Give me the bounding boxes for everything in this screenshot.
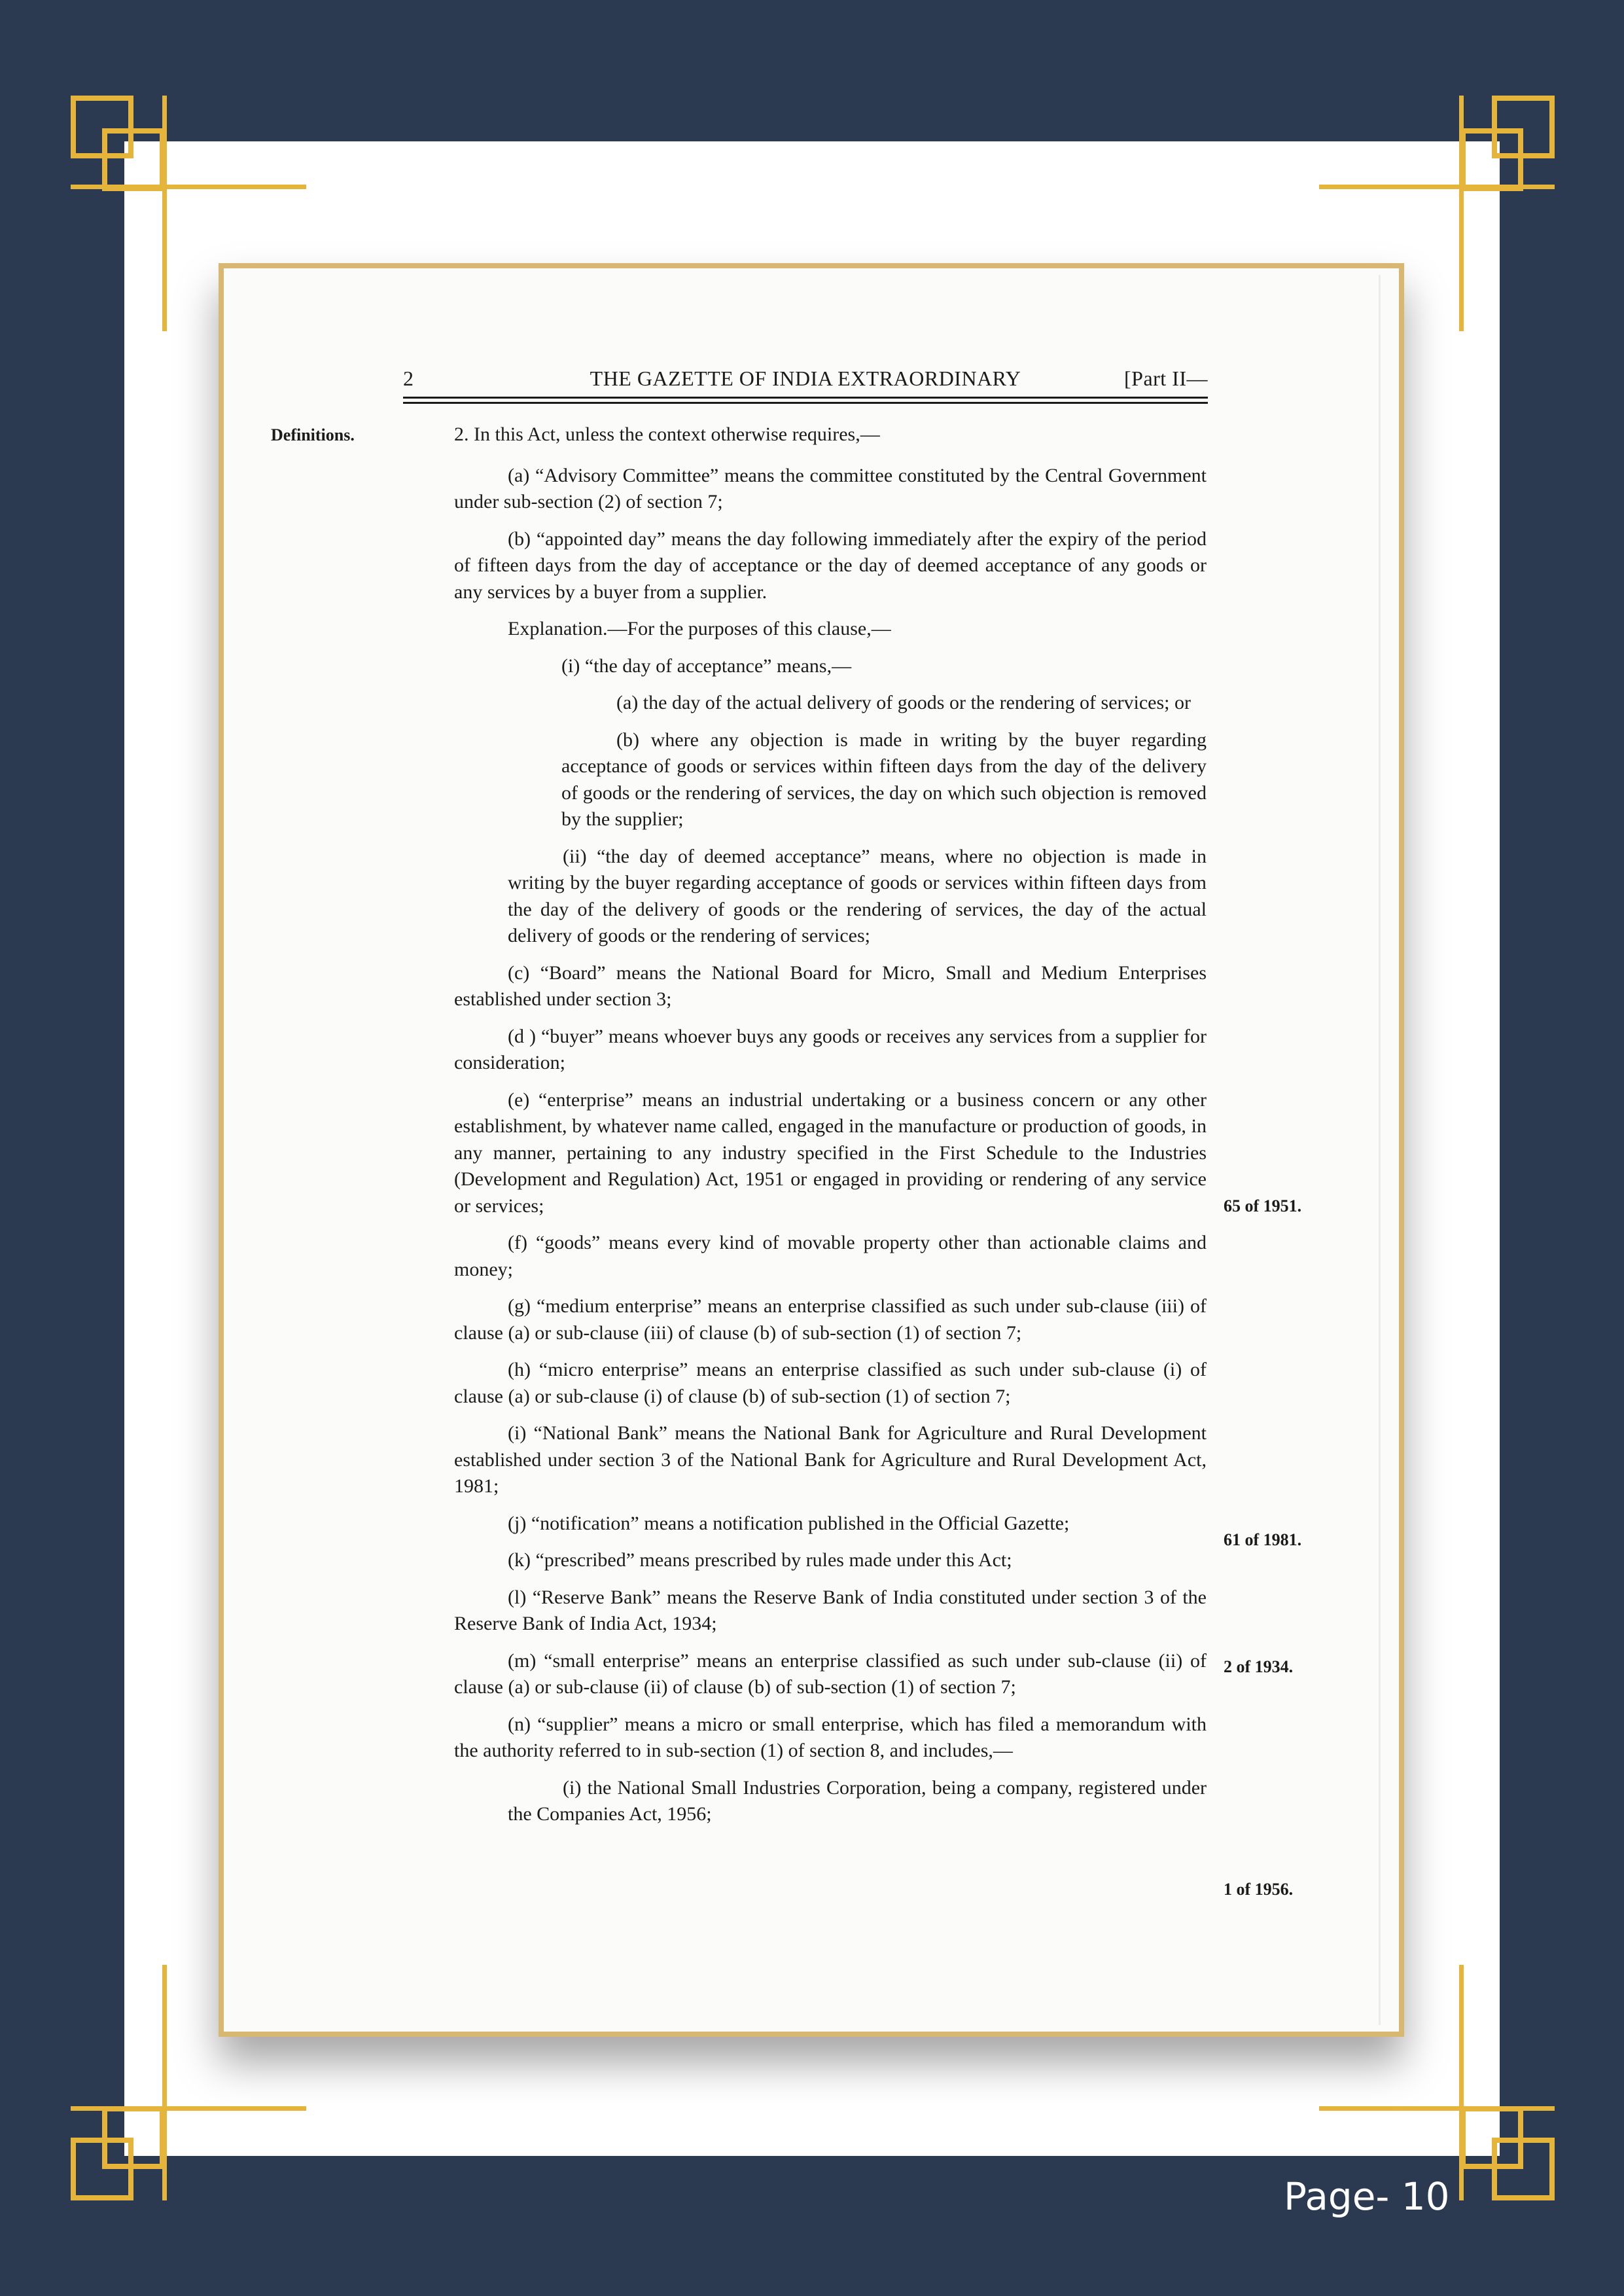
paragraph-clause-j: (j) “notification” means a notification published in the Official Gazette; [508, 1512, 1070, 1534]
paragraph-sub-i-b: (b) where any objection is made in writing by the buyer regarding acceptance of goods or services within fifteen days from the day of the delivery of goods or the rendering of services, the day on which such objection is removed by the supplier; [561, 728, 1207, 830]
header-rule [403, 402, 1208, 404]
paragraph-clause-m: (m) “small enterprise” means an enterprise classified as such under sub-clause (ii) of clause (a) or sub-clause (ii) of clause (b) of sub-section (1) of section 7; [454, 1649, 1207, 1698]
margin-note: 1 of 1956. [1224, 1880, 1294, 1899]
paragraph-clause-n: (n) “supplier” means a micro or small enterprise, which has filed a memorandum with the authority referred to in sub-section (1) of section 8, and includes,— [454, 1713, 1207, 1761]
paragraph-clause-b: (b) “appointed day” means the day following immediately after the expiry of the period of fifteen days from the day of acceptance or the day of deemed acceptance of any goods or any services by a buyer from a supplier. [454, 528, 1207, 603]
paragraph-explanation: Explanation.—For the purposes of this clause,— [508, 618, 891, 639]
paragraph-clause-i: (i) “National Bank” means the National Bank for Agriculture and Rural Development established under section 3 of the National Bank for Agriculture and Rural Development Act, 1981; [454, 1422, 1207, 1497]
paragraph-clause-e: (e) “enterprise” means an industrial undertaking or a business concern or any other establishment, by whatever name called, engaged in the manufacture or production of goods, in any manner, pertaining to any industry specified in the First Schedule to the Industries (Development and Regulation) Act, 1951 or engaged in providing or rendering of any service or services; [454, 1088, 1207, 1217]
paragraph-section-2: 2. In this Act, unless the context otherwise requires,— [454, 423, 880, 445]
paragraph-clause-c: (c) “Board” means the National Board for Micro, Small and Medium Enterprises established under section 3; [454, 961, 1207, 1010]
paragraph-sub-i-a: (a) the day of the actual delivery of goods or the rendering of services; or [616, 692, 1191, 713]
paragraph-clause-d: (d ) “buyer” means whoever buys any goods or receives any services from a supplier for consideration; [454, 1025, 1207, 1073]
page-edge-shadow [1379, 275, 1381, 2025]
paragraph-clause-g: (g) “medium enterprise” means an enterprise classified as such under sub-clause (iii) of clause (a) or sub-clause (iii) of clause (b) of sub-section (1) of section 7; [454, 1295, 1207, 1344]
side-note: Definitions. [271, 425, 355, 444]
paragraph-clause-n-i: (i) the National Small Industries Corporation, being a company, registered under the Companies Act, 1956; [508, 1776, 1207, 1825]
paragraph-clause-f: (f) “goods” means every kind of movable property other than actionable claims and money; [454, 1232, 1207, 1280]
paragraph-sub-i: (i) “the day of acceptance” means,— [561, 655, 852, 677]
paragraph-clause-k: (k) “prescribed” means prescribed by rules made under this Act; [508, 1549, 1012, 1571]
margin-note: 61 of 1981. [1224, 1530, 1302, 1549]
header-page-number: 2 [403, 367, 414, 390]
margin-note: 2 of 1934. [1224, 1657, 1294, 1676]
header-part: [Part II— [1123, 367, 1208, 390]
paragraph-clause-h: (h) “micro enterprise” means an enterprise classified as such under sub-clause (i) of clause (a) or sub-clause (i) of clause (b) of sub-section (1) of section 7; [454, 1359, 1207, 1407]
margin-note: 65 of 1951. [1224, 1196, 1302, 1215]
header-title: THE GAZETTE OF INDIA EXTRAORDINARY [590, 367, 1021, 390]
scanned-document-page [219, 263, 1404, 2037]
paragraph-clause-a: (a) “Advisory Committee” means the committee constituted by the Central Government under sub-section (2) of section 7; [454, 464, 1207, 512]
gazette-header [403, 367, 1208, 393]
header-rule [403, 397, 1208, 399]
paragraph-clause-l: (l) “Reserve Bank” means the Reserve Bank of India constituted under section 3 of the Reserve Bank of India Act, 1934; [454, 1586, 1207, 1634]
page-number-label: Page- 10 [1284, 2174, 1450, 2219]
document-body [454, 422, 1207, 1839]
paragraph-sub-ii: (ii) “the day of deemed acceptance” means, where no objection is made in writing by the buyer regarding acceptance of goods or services within fifteen days from the day of the delivery of goods or the rendering of services, the day of the actual delivery of goods or the rendering of services; [508, 845, 1207, 946]
